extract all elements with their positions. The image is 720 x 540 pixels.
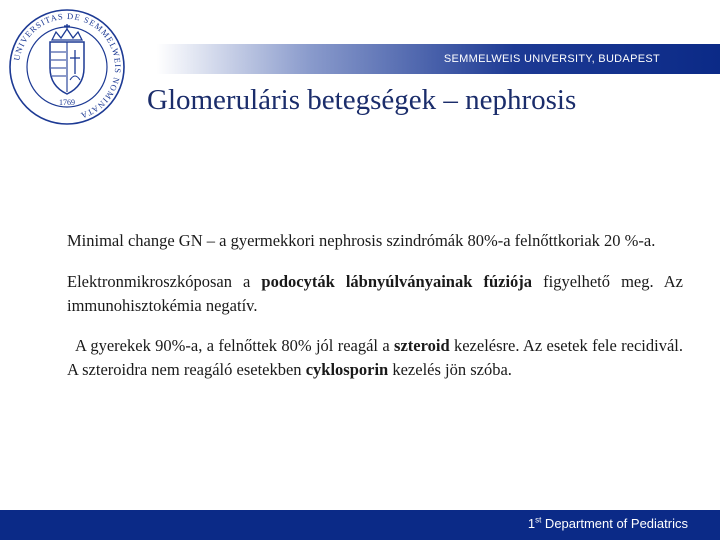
p3-text-1: A gyerekek 90%-a, a felnőttek 80% jól reagál a: [75, 336, 395, 355]
header-bar: [133, 44, 720, 74]
paragraph-treatment: [67, 334, 683, 382]
footer-bar: [0, 510, 720, 540]
p3-bold-cyclosporin: cyklosporin: [305, 360, 389, 379]
p2-text-before: Elektronmikroszkóposan a: [67, 272, 262, 291]
p3-text-2: kezelésre. Az esetek fele recidivál. A szteroidra nem reagáló esetekben: [67, 336, 683, 379]
slide-body: [67, 229, 683, 382]
university-seal-icon: [8, 8, 126, 126]
p2-text-after: figyelhető meg. Az immunohisztokémia negatív.: [67, 272, 683, 315]
paragraph-minimal-change: Minimal change GN – a gyermekkori nephrosis szindrómák 80%-a felnőttkoriak 20 %-a.: [67, 231, 656, 250]
department-label: [528, 516, 688, 531]
seal-ring-text: UNIVERSITAS DE SEMMELWEIS NOMINATA: [11, 10, 124, 122]
department-name: Department of Pediatrics: [541, 516, 688, 531]
paragraph-electron-microscopy: [67, 270, 683, 318]
p2-bold-podocyte: podocyták lábnyúlványainak fúziója: [261, 272, 533, 291]
p3-bold-steroid: szteroid: [394, 336, 450, 355]
seal-year: 1769: [59, 98, 75, 107]
university-name: SEMMELWEIS UNIVERSITY, BUDAPEST: [443, 53, 660, 65]
p3-text-3: kezelés jön szóba.: [388, 360, 512, 379]
slide-title: Glomeruláris betegségek – nephrosis: [147, 84, 577, 116]
department-ordinal: 1: [527, 516, 536, 531]
department-ordinal-suffix: st: [535, 515, 542, 525]
